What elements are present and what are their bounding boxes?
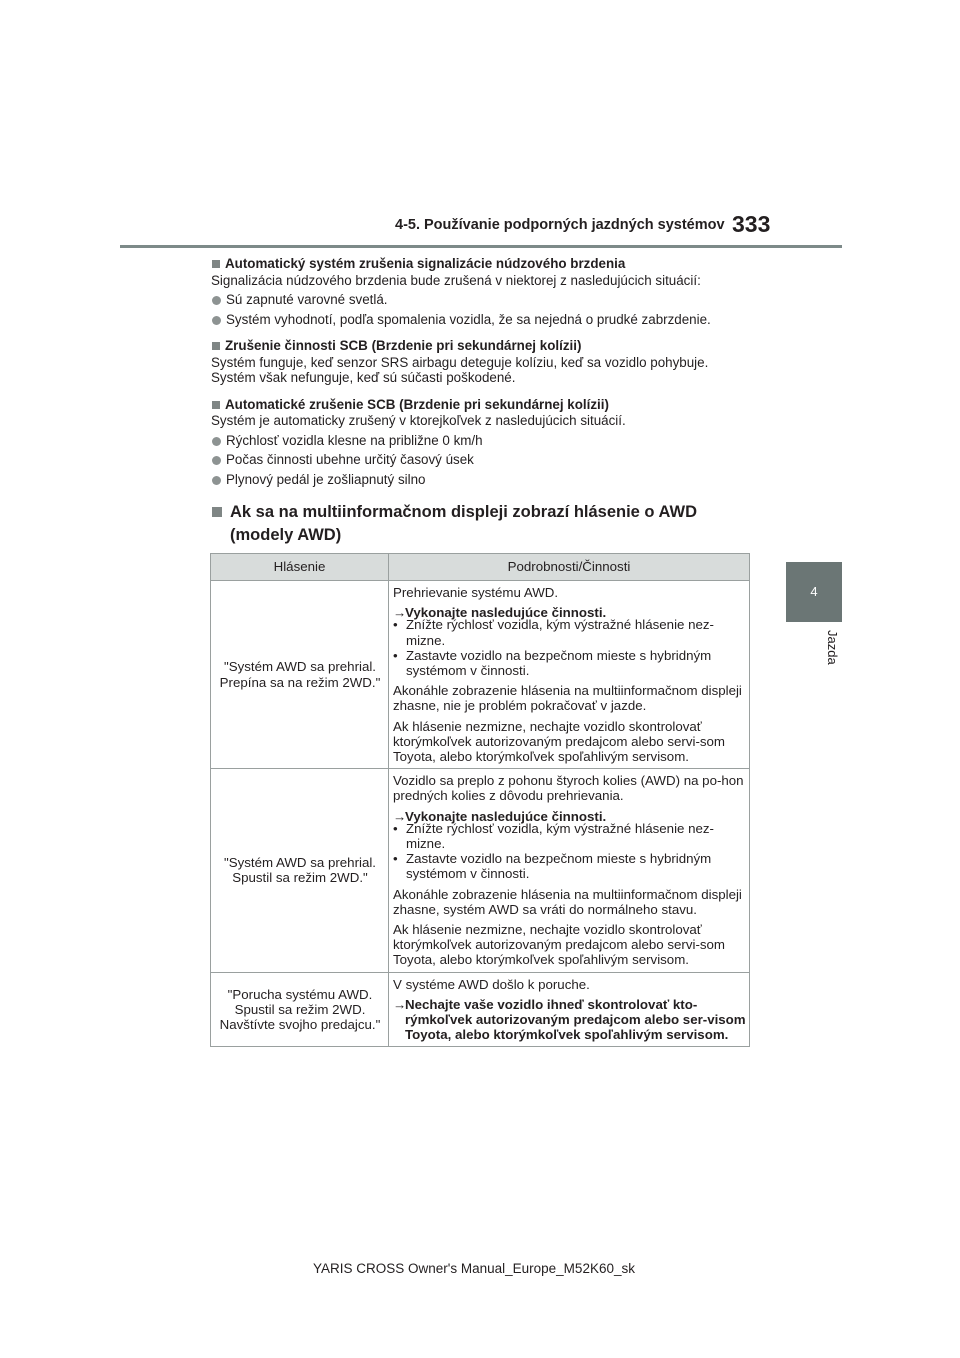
bullet-dot-icon [212, 296, 221, 305]
list-item-text: Počas činnosti ubehne určitý časový úsek [226, 452, 474, 467]
awd-message-table [210, 553, 750, 1047]
details-cell [389, 769, 750, 972]
sub-heading-text: Zrušenie činnosti SCB (Brzdenie pri sekundárnej kolízii) [225, 338, 582, 353]
action-text: Nechajte vaše vozidlo ihneď skontrolovať kto-rýmkoľvek autorizovaným predajcom alebo ser-visom Toyota, alebo ktorýmkoľvek spoľahlivým servisom. [405, 996, 746, 1043]
square-bullet-icon [212, 260, 220, 268]
arrow-right-icon: → [393, 808, 407, 824]
sub-heading [211, 338, 756, 354]
square-bullet-icon [212, 342, 220, 350]
list-item: • Zastavte vozidlo na bezpečnom mieste s hybridným systémom v činnosti. [393, 648, 746, 678]
step-text: Znížte rýchlosť vozidla, kým výstražné hlásenie nez-mizne. [406, 617, 714, 648]
message-cell: "Porucha systému AWD. Spustil sa režim 2WD. Navštívte svojho predajcu." [211, 972, 389, 1047]
list-item [211, 452, 756, 468]
section-text: Systém funguje, keď senzor SRS airbagu deteguje kolíziu, keď sa vozidlo pohybuje. Systém však nefunguje, keď sú súčasti poškodené. [211, 354, 709, 385]
list-item-text: Plynový pedál je zošliapnutý silno [226, 471, 426, 487]
sub-heading [211, 256, 756, 272]
sub-heading-text: Automatické zrušenie SCB (Brzdenie pri sekundárnej kolízii) [225, 396, 609, 412]
section-text: Signalizácia núdzového brzdenia bude zrušená v niektorej z nasledujúcich situácií: [211, 272, 701, 288]
page-number: 333 [732, 211, 771, 237]
section-scb-auto-cancel [211, 397, 756, 488]
step-text: Zastavte vozidlo na bezpečnom mieste s hybridným systémom v činnosti. [406, 647, 712, 679]
step-list [393, 617, 746, 678]
detail-note: Akonáhle zobrazenie hlásenia na multiinformačnom displeji zhasne, systém AWD sa vráti do normálneho stavu. [393, 886, 742, 917]
action-text: Vykonajte nasledujúce činnosti. [405, 605, 607, 621]
table-row [211, 972, 750, 1047]
chapter-tab-number: 4 [810, 584, 818, 599]
main-content [211, 256, 756, 556]
list-item-text: Systém vyhodnotí, podľa spomalenia vozidla, že sa nejedná o prudké zabrzdenie. [226, 311, 711, 327]
details-cell [389, 972, 750, 1047]
list-item: • Znížte rýchlosť vozidla, kým výstražné hlásenie nez-mizne. [393, 617, 746, 647]
awd-heading-text: Ak sa na multiinformačnom displeji zobrazí hlásenie o AWD (modely AWD) [230, 503, 697, 544]
list-item [211, 312, 756, 328]
detail-intro: V systéme AWD došlo k poruche. [393, 976, 590, 992]
list-item [211, 292, 756, 308]
column-header-details: Podrobnosti/Činnosti [389, 554, 750, 581]
list-item: • Znížte rýchlosť vozidla, kým výstražné hlásenie nez-mizne. [393, 821, 746, 851]
table-row [211, 581, 750, 769]
detail-note: Akonáhle zobrazenie hlásenia na multiinformačnom displeji zhasne, nie je problém pokračovať v jazde. [393, 683, 742, 714]
list-item: • Zastavte vozidlo na bezpečnom mieste s hybridným systémom v činnosti. [393, 851, 746, 881]
action-line [393, 997, 746, 1043]
list-item-text: Sú zapnuté varovné svetlá. [226, 292, 388, 307]
sub-heading [211, 397, 756, 413]
detail-intro: Vozidlo sa preplo z pohonu štyroch kolies (AWD) na po-hon predných kolies z dôvodu prehrievania. [393, 773, 744, 804]
awd-message-heading [211, 501, 756, 547]
square-bullet-icon [212, 401, 220, 409]
chapter-tab-label: Jazda [825, 630, 840, 665]
step-text: Znížte rýchlosť vozidla, kým výstražné hlásenie nez-mizne. [406, 820, 714, 852]
column-header-message: Hlásenie [211, 554, 389, 581]
list-item-text: Rýchlosť vozidla klesne na približne 0 km/h [226, 432, 483, 448]
list-item [211, 472, 756, 488]
detail-intro: Prehrievanie systému AWD. [393, 585, 559, 600]
arrow-right-icon: → [393, 996, 407, 1012]
message-cell: "Systém AWD sa prehrial. Spustil sa režim 2WD." [211, 769, 389, 972]
step-list [393, 821, 746, 882]
message-cell: "Systém AWD sa prehrial. Prepína sa na režim 2WD." [211, 581, 389, 769]
square-bullet-icon [212, 507, 222, 517]
detail-note: Ak hlásenie nezmizne, nechajte vozidlo skontrolovať ktorýmkoľvek autorizovaným predajcom alebo servi-som Toyota, alebo ktorýmkoľvek spoľahlivým servisom. [393, 718, 725, 765]
bullet-dot-icon [212, 437, 221, 446]
bullet-dot-icon [212, 476, 221, 485]
bullet-dot-icon [212, 316, 221, 325]
bullet-dot-icon [212, 456, 221, 465]
page-footer: YARIS CROSS Owner's Manual_Europe_M52K60_sk [313, 1261, 635, 1276]
section-text: Systém je automaticky zrušený v ktorejkoľvek z nasledujúcich situácií. [211, 413, 626, 428]
header-divider [120, 245, 842, 248]
section-title: 4-5. Používanie podporných jazdných systémov [395, 217, 725, 233]
section-scb-operation-cancel [211, 338, 756, 386]
details-cell [389, 581, 750, 769]
detail-note: Ak hlásenie nezmizne, nechajte vozidlo skontrolovať ktorýmkoľvek autorizovaným predajcom alebo servi-som Toyota, alebo ktorýmkoľvek spoľahlivým servisom. [393, 922, 725, 968]
action-text: Vykonajte nasledujúce činnosti. [405, 808, 607, 824]
list-item [211, 433, 756, 449]
table-header-row [211, 554, 750, 581]
table-row [211, 769, 750, 972]
step-text: Zastavte vozidlo na bezpečnom mieste s hybridným systémom v činnosti. [406, 851, 712, 882]
sub-heading-text: Automatický systém zrušenia signalizácie núdzového brzdenia [225, 256, 626, 271]
section-emergency-signal-cancel [211, 256, 756, 327]
arrow-right-icon: → [393, 605, 407, 621]
